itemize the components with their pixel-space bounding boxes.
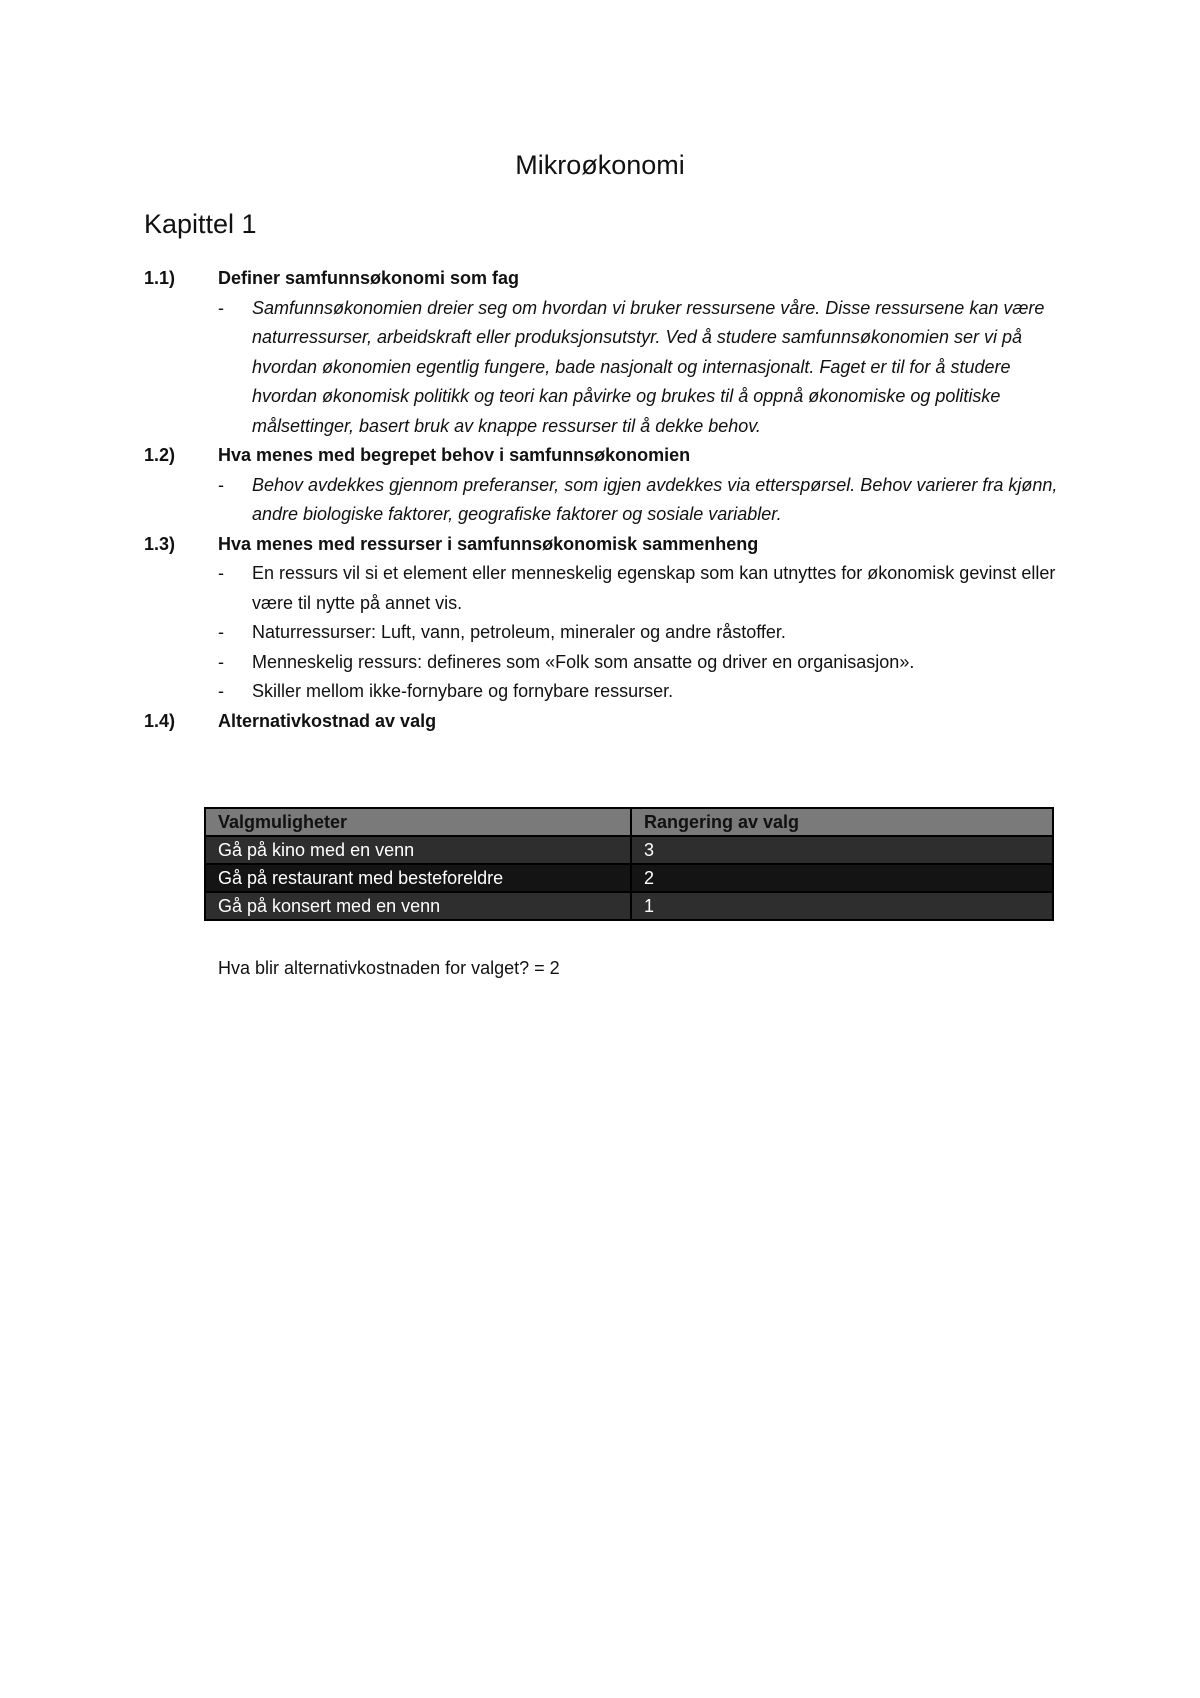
bullet-list [144,559,1064,707]
table-cell: 3 [631,836,1053,864]
section-heading: Alternativkostnad av valg [218,710,437,731]
bullet-text: Naturressurser: Luft, vann, petroleum, mineraler og andre råstoffer. [252,622,786,642]
table-row [205,836,1053,864]
table-row [205,892,1053,920]
bullet-text: Skiller mellom ikke-fornybare og fornybare ressurser. [252,681,674,701]
section-1-2 [144,441,1064,530]
list-item [218,648,1064,678]
section-1-4 [144,707,1064,737]
table-header-cell: Rangering av valg [631,808,1053,836]
section-number: 1.3) [144,533,176,554]
bullet-text: En ressurs vil si et element eller menneskelig egenskap som kan utnyttes for økonomisk gevinst eller være til nytte på annet vis. [252,563,1056,613]
section-heading: Hva menes med ressurser i samfunnsøkonomisk sammenheng [218,533,759,554]
chapter-heading: Kapittel 1 [144,209,257,239]
list-item [218,471,1064,530]
section-heading: Hva menes med begrepet behov i samfunnsøkonomien [218,445,691,465]
document-content [144,264,1064,736]
section-heading: Definer samfunnsøkonomi som fag [218,268,520,288]
table-cell: Gå på kino med en venn [205,836,631,864]
bullet-text: Samfunnsøkonomien dreier seg om hvordan vi bruker ressursene våre. Disse ressursene kan være naturressurser, arbeidskraft eller produksjonsutstyr. Ved å studere samfunnsøkonomien ser vi på hvordan økonomien egentlig fungere, bade nasjonalt og internasjonalt. Faget er til for å studere hvordan økonomisk politikk og teori kan påvirke og brukes til å oppnå økonomiske og politiske målsettinger, basert bruk av knappe ressurser til å dekke behov. [252,297,1045,436]
question-text: Hva blir alternativkostnaden for valget? = 2 [218,958,560,978]
table-row [205,864,1053,892]
table-header-cell: Valgmuligheter [205,808,631,836]
list-item [218,294,1064,442]
table-cell: Gå på konsert med en venn [205,892,631,920]
list-item [218,677,1064,707]
section-1-1 [144,264,1064,441]
bullet-list [144,294,1064,442]
bullet-marker: - [218,474,224,495]
section-number: 1.2) [144,445,176,465]
bullet-marker: - [218,563,224,583]
choices-table-wrapper [204,807,1054,921]
table-cell: Gå på restaurant med besteforeldre [205,864,631,892]
bullet-text: Menneskelig ressurs: defineres som «Folk som ansatte og driver en organisasjon». [252,651,915,672]
table-cell: 2 [631,864,1053,892]
choices-table [204,807,1054,921]
section-number: 1.1) [144,268,176,288]
table-cell: 1 [631,892,1053,920]
section-1-3 [144,530,1064,707]
bullet-list [144,471,1064,530]
bullet-marker: - [218,681,224,701]
document-title: Mikroøkonomi [515,150,685,180]
table-header-row [205,808,1053,836]
bullet-marker: - [218,297,224,318]
bullet-text: Behov avdekkes gjennom preferanser, som igjen avdekkes via etterspørsel. Behov varierer fra kjønn, andre biologiske faktorer, geografiske faktorer og sosiale variabler. [252,474,1058,524]
bullet-marker: - [218,622,224,642]
bullet-marker: - [218,651,224,672]
section-number: 1.4) [144,710,176,731]
list-item [218,618,1064,648]
list-item [218,559,1064,618]
